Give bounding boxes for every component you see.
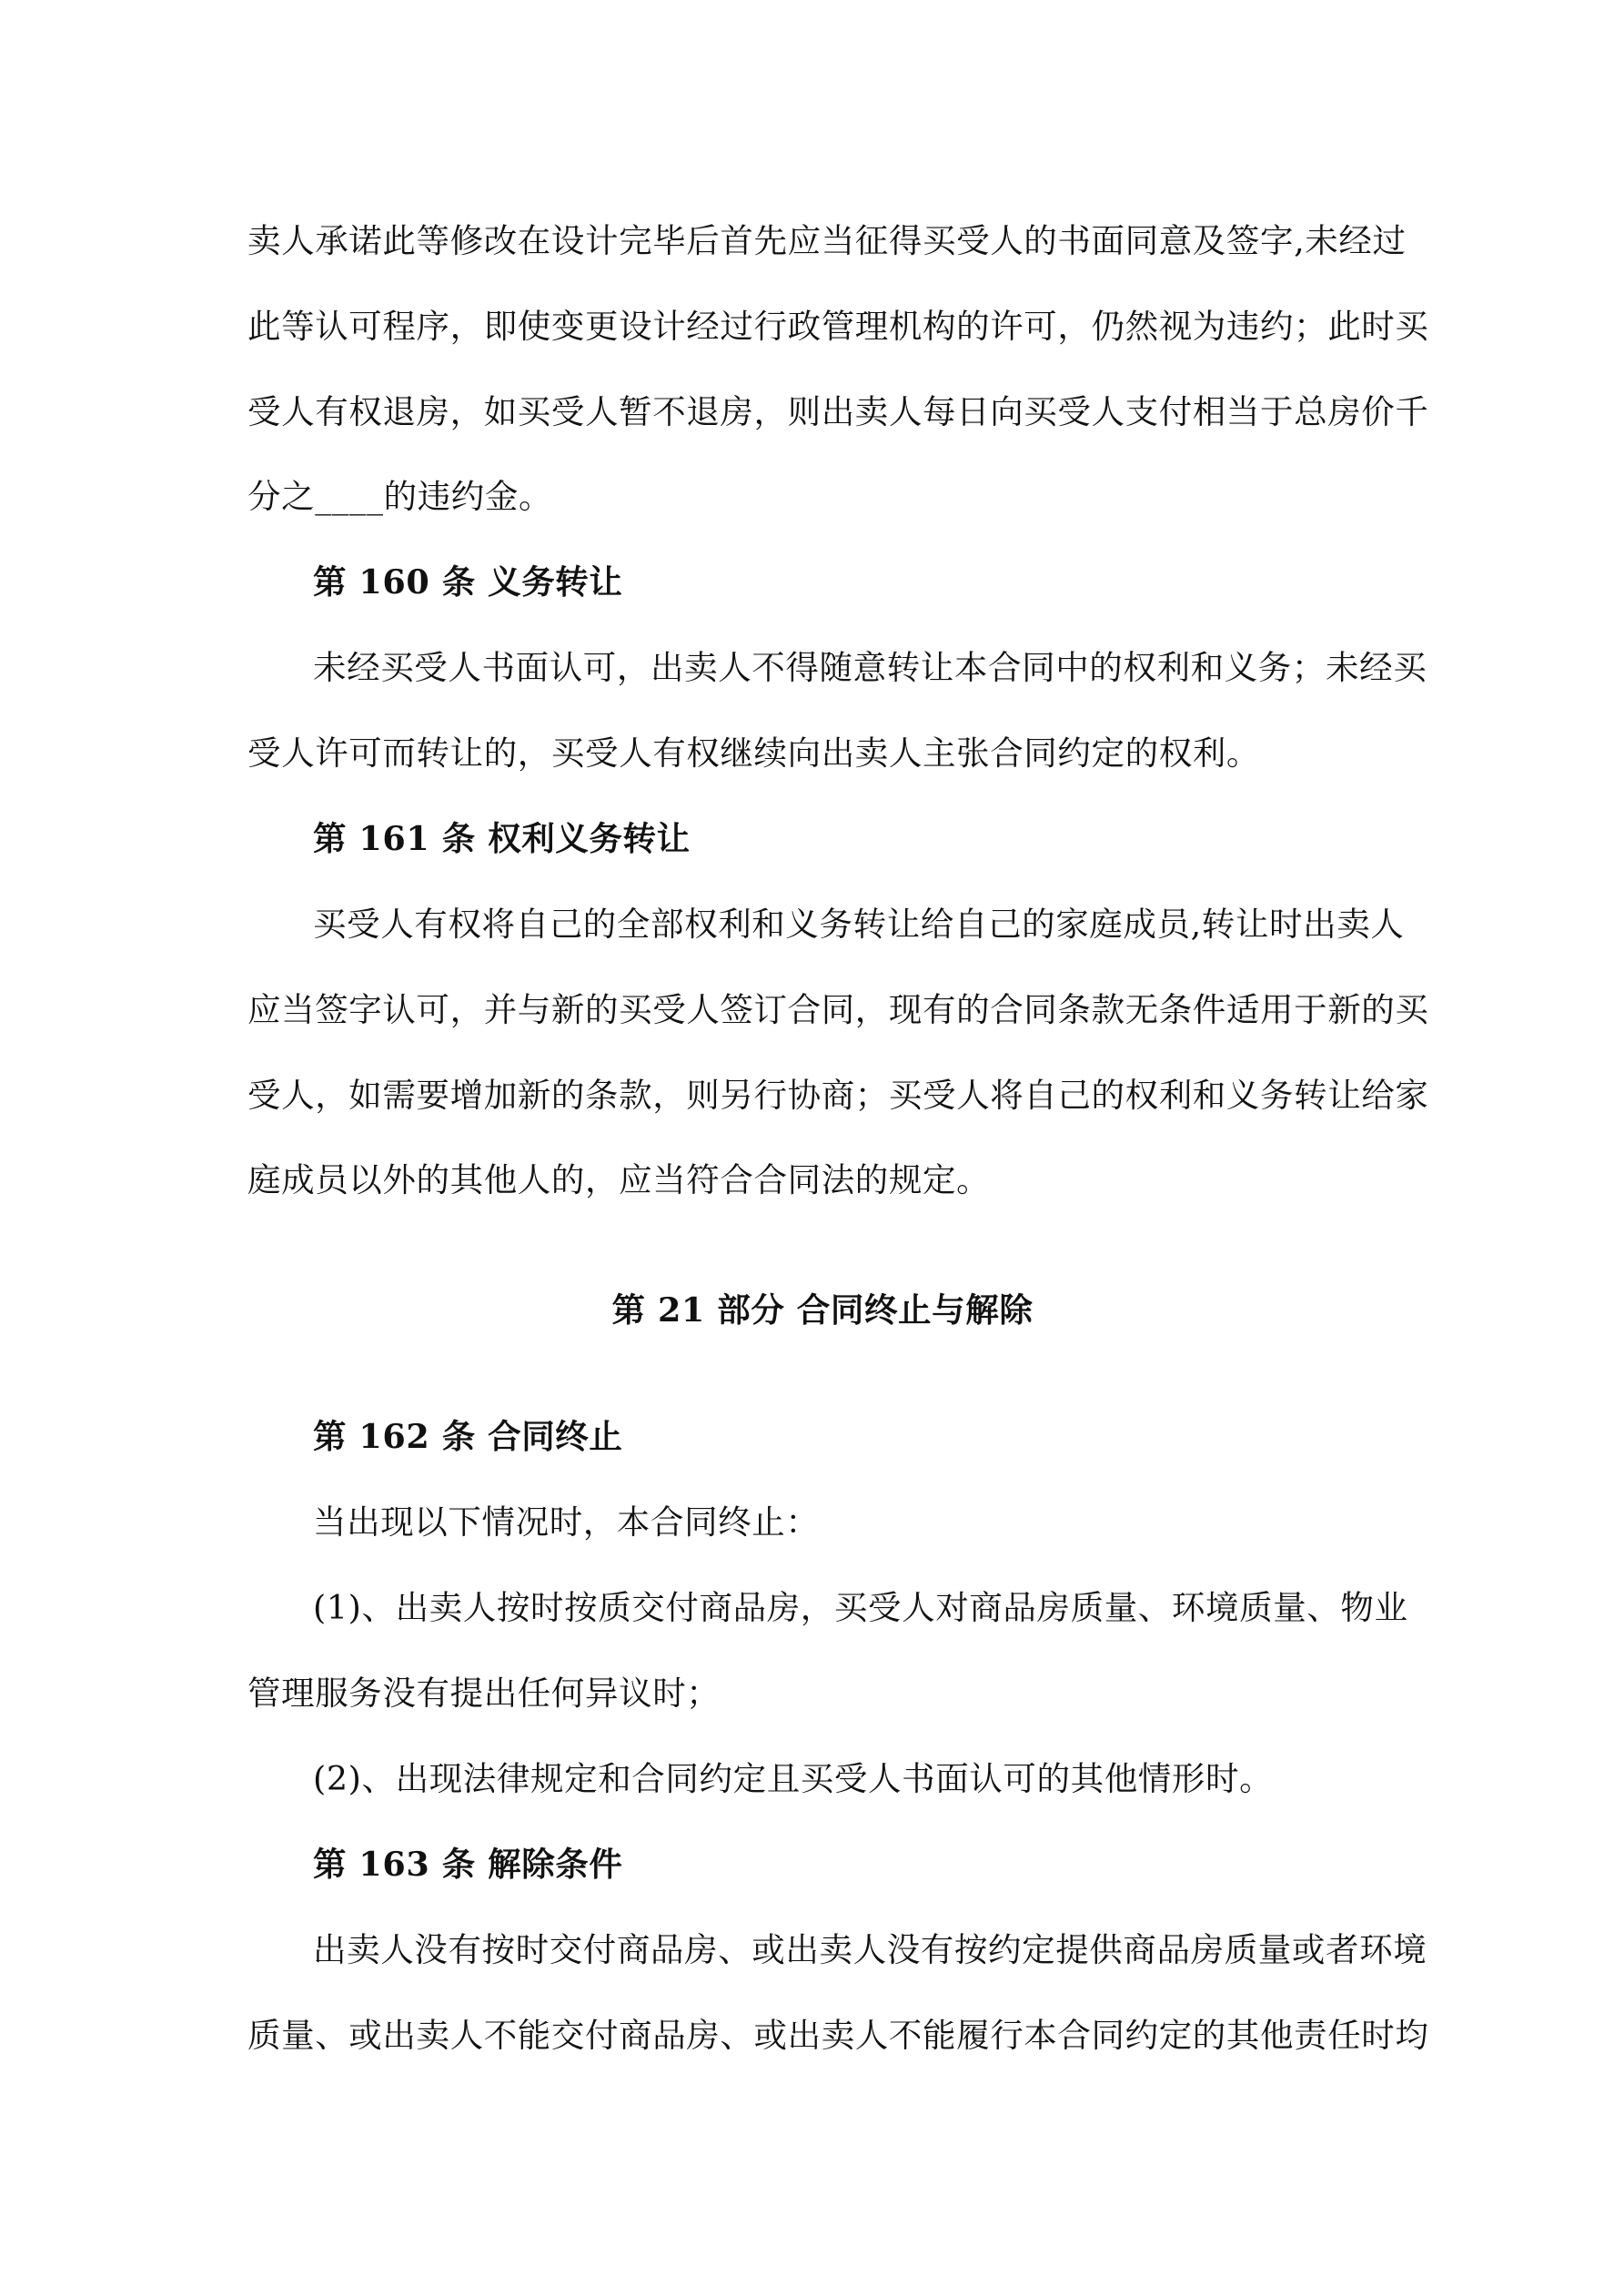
article-162-title: 第 162 条 合同终止 xyxy=(313,1417,623,1456)
paragraph-line: 分之____的违约金。 xyxy=(247,477,553,516)
paragraph-line: 未经买受人书面认可，出卖人不得随意转让本合同中的权利和义务；未经买 xyxy=(313,648,1427,687)
paragraph-line: 应当签字认可，并与新的买受人签订合同，现有的合同条款无条件适用于新的买 xyxy=(247,990,1429,1029)
paragraph-line: (2)、出现法律规定和合同约定且买受人书面认可的其他情形时。 xyxy=(313,1759,1274,1798)
paragraph-line: 受人，如需要增加新的条款，则另行协商；买受人将自己的权利和义务转让给家 xyxy=(247,1076,1429,1115)
paragraph-line: (1)、出卖人按时按质交付商品房，买受人对商品房质量、环境质量、物业 xyxy=(313,1588,1408,1627)
article-163-title: 第 163 条 解除条件 xyxy=(313,1845,623,1884)
paragraph-line: 受人有权退房，如买受人暂不退房，则出卖人每日向买受人支付相当于总房价千 xyxy=(247,392,1429,431)
paragraph-line: 卖人承诺此等修改在设计完毕后首先应当征得买受人的书面同意及签字,未经过 xyxy=(247,221,1407,260)
article-161-title: 第 161 条 权利义务转让 xyxy=(313,819,691,858)
paragraph-line: 质量、或出卖人不能交付商品房、或出卖人不能履行本合同约定的其他责任时均 xyxy=(247,2016,1429,2055)
paragraph-line: 此等认可程序，即使变更设计经过行政管理机构的许可，仍然视为违约；此时买 xyxy=(247,307,1429,346)
paragraph-line: 庭成员以外的其他人的，应当符合合同法的规定。 xyxy=(247,1160,991,1199)
article-160-title: 第 160 条 义务转让 xyxy=(313,562,623,602)
paragraph-line: 当出现以下情况时，本合同终止： xyxy=(313,1502,820,1542)
part-21-title: 第 21 部分 合同终止与解除 xyxy=(611,1290,1034,1330)
paragraph-line: 管理服务没有提出任何异议时； xyxy=(247,1674,721,1713)
paragraph-line: 买受人有权将自己的全部权利和义务转让给自己的家庭成员,转让时出卖人 xyxy=(313,905,1405,944)
paragraph-line: 出卖人没有按时交付商品房、或出卖人没有按约定提供商品房质量或者环境 xyxy=(313,1930,1427,1969)
document-page xyxy=(247,0,1429,2296)
paragraph-line: 受人许可而转让的，买受人有权继续向出卖人主张合同约定的权利。 xyxy=(247,733,1260,773)
